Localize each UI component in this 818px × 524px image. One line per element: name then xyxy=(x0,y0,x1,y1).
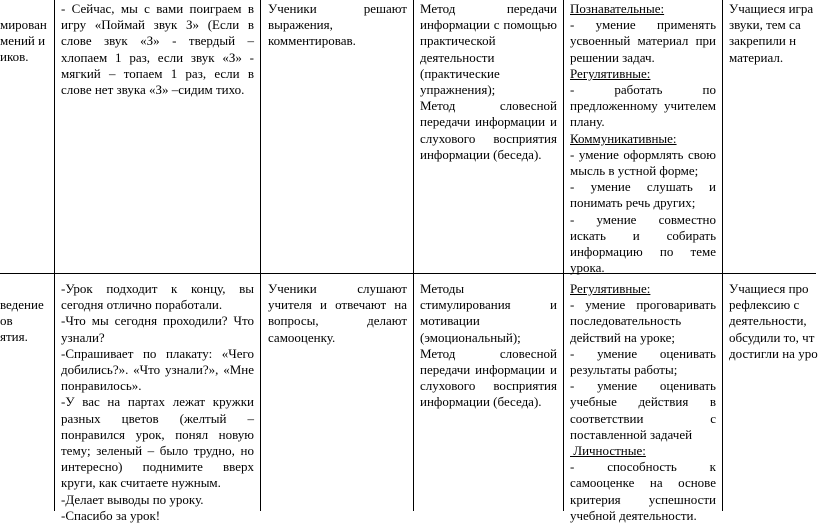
personal-text: - способность к самооценке на основе критерия успешности учебной деятельности. xyxy=(570,459,716,523)
student-activity-text: Ученики слушают учителя и отвечают на вопросы, делают самооценку. xyxy=(268,281,407,345)
row2-result-cell: Учащиеся про рефлексию с деятельности, обсудили то, чт достигли на уро xyxy=(729,281,818,361)
teacher-activity-text: - Сейчас, мы с вами поиграем в игру «Поймай звук З» (Если в слове звук «З» - твердый – хлопаем 1 раз, если звук «З» - мягкий – топаем 1 раз, если в слове нет звука «З» –сидим тихо. xyxy=(61,1,254,98)
row1-stage-cell: мирован мений и иков. xyxy=(0,17,47,65)
teacher-line: -Делает выводы по уроку. xyxy=(61,491,204,507)
teacher-line: -Урок подходит к концу, вы сегодня отлично поработали. xyxy=(61,281,254,313)
row2-student-activity-cell xyxy=(268,281,407,346)
row1-teacher-activity-cell xyxy=(61,1,254,98)
method-item: Метод словесной передачи информации и слухового восприятия информации (беседа). xyxy=(420,98,557,162)
personal-label: Личностные: xyxy=(570,443,646,459)
method-item: Методы стимулирования и мотивации (эмоциональный); xyxy=(420,281,557,345)
row2-learning-actions-cell xyxy=(570,281,716,524)
row2-methods-cell xyxy=(420,281,557,411)
communicative-item: - умение оформлять свою мысль в устной форме; xyxy=(570,146,716,179)
regulatory-text: - работать по предложенному учителем плану. xyxy=(570,82,716,130)
regulatory-item: - умение оценивать результаты работы; xyxy=(570,345,716,378)
column-divider xyxy=(563,0,564,511)
row1-student-activity-cell xyxy=(268,1,407,50)
row1-methods-cell xyxy=(420,1,557,163)
row1-result-cell: Учащиеся игра звуки, тем са закрепили н материал. xyxy=(729,1,814,65)
communicative-item: - умение совместно искать и собирать информацию по теме урока. xyxy=(570,211,716,276)
teacher-line: -У вас на партах лежат кружки разных цветов (желтый – понравился урок, понял новую тему; зеленый – было трудно, но интересно) поднимите вверх круги, как считаете нужным. xyxy=(61,394,254,491)
row2-teacher-activity-cell xyxy=(61,281,254,524)
cognitive-text: - умение применять усвоенный материал при решении задач. xyxy=(570,17,716,65)
communicative-label: Коммуникативные: xyxy=(570,130,677,146)
teacher-line: -Спасибо за урок! xyxy=(61,507,161,523)
communicative-item: - умение слушать и понимать речь других; xyxy=(570,179,716,211)
regulatory-item: - умение проговаривать последовательность действий на уроке; xyxy=(570,297,716,345)
method-item: Метод передачи информации с помощью практической деятельности (практические упражнения); xyxy=(420,1,557,98)
column-divider xyxy=(413,0,414,511)
regulatory-item: - умение оценивать учебные действия в соответствии с поставленной задачей xyxy=(570,378,716,442)
teacher-line: -Что мы сегодня проходили? Что узнали? xyxy=(61,313,254,345)
column-divider xyxy=(722,0,723,511)
row1-learning-actions-cell xyxy=(570,1,716,276)
method-item: Метод словесной передачи информации и слухового восприятия информации (беседа). xyxy=(420,345,557,410)
column-divider xyxy=(54,0,55,511)
column-divider xyxy=(260,0,261,511)
regulatory-label: Регулятивные: xyxy=(570,281,651,296)
student-activity-text: Ученики решают выражения, комментировав. xyxy=(268,1,407,49)
regulatory-label: Регулятивные: xyxy=(570,65,651,81)
row2-stage-cell: ведение ов ятия. xyxy=(0,297,44,345)
cognitive-label: Познавательные: xyxy=(570,1,665,16)
teacher-line: -Спрашивает по плакату: «Чего добились?». «Что узнали?», «Мне понравилось». xyxy=(61,345,254,394)
